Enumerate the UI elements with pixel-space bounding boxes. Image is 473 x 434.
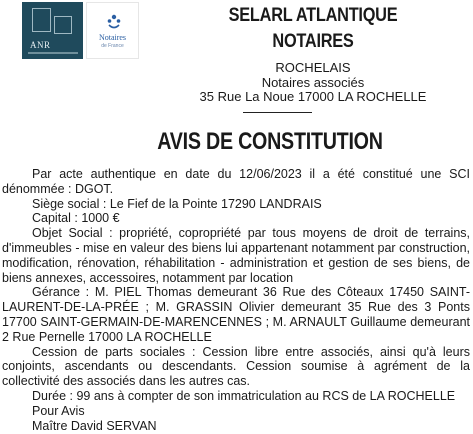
notaires-de-france-logo xyxy=(86,2,139,59)
firm-associates: Notaires associés xyxy=(261,74,365,90)
firm-address: 35 Rue La Noue 17000 LA ROCHELLE xyxy=(199,89,427,104)
paragraph-duree: Durée : 99 ans à compter de son immatriculation au RCS de LA ROCHELLE xyxy=(32,388,456,403)
paragraph-cession: Cession de parts sociales : Cession libre entre associés, ainsi qu'à leurs conjoints, ascendants ou descendants. Cession soumise à agrément de la collectivité des associés dans les autres cas. xyxy=(2,344,470,389)
firm-name xyxy=(188,3,437,55)
paragraph-constitution: Par acte authentique en date du 12/06/2023 il a été constitué une SCI dénommée : DGOT. xyxy=(2,167,470,196)
notaires-logo-text: Notaires xyxy=(98,33,127,42)
anr-logo-underline xyxy=(28,52,78,54)
paragraph-siege-social: Siège social : Le Fief de la Pointe 17290 LANDRAIS xyxy=(32,196,322,211)
notice-body xyxy=(2,167,470,433)
paragraph-signature: Maître David SERVAN xyxy=(32,418,157,433)
anr-logo xyxy=(22,2,83,59)
paragraph-gerance: Gérance : M. PIEL Thomas demeurant 36 Rue des Côteaux 17450 SAINT-LAURENT-DE-LA-PRÉE ; M. GRASSIN Olivier demeurant 35 Rue des 3 Ponts 17700 SAINT-GERMAIN-DE-MARENCENNES ; M. ARNAULT Guillaume demeurant 2 Rue Pernelle 17000 LA ROCHELLE xyxy=(2,285,470,344)
firm-name-line2: NOTAIRES xyxy=(272,31,354,52)
anr-logo-text: ANR xyxy=(30,40,51,50)
notaires-logo-subtext: de France xyxy=(101,43,124,49)
paragraph-capital: Capital : 1000 € xyxy=(32,211,120,226)
notice-title: AVIS DE CONSTITUTION xyxy=(157,128,383,155)
paragraph-objet-social: Objet Social : propriété, copropriété par tous moyens de droit de terrains, d'immeubles - mise en valeur des biens lui appartenant notamment par construction, modification, rénovation, réhabilitation - administration et gestion de ses biens, de biens annexes, accessoires, notamment par location xyxy=(2,226,470,285)
paragraph-pour-avis: Pour Avis xyxy=(32,403,85,418)
anr-logo-frame-right xyxy=(54,16,72,34)
notaires-emblem-icon xyxy=(106,13,122,31)
firm-address-block xyxy=(168,61,458,105)
anr-logo-frame-left xyxy=(32,8,51,32)
firm-city: ROCHELAIS xyxy=(275,60,351,75)
firm-name-line1: SELARL ATLANTIQUE xyxy=(228,5,398,26)
header-divider xyxy=(243,112,312,113)
